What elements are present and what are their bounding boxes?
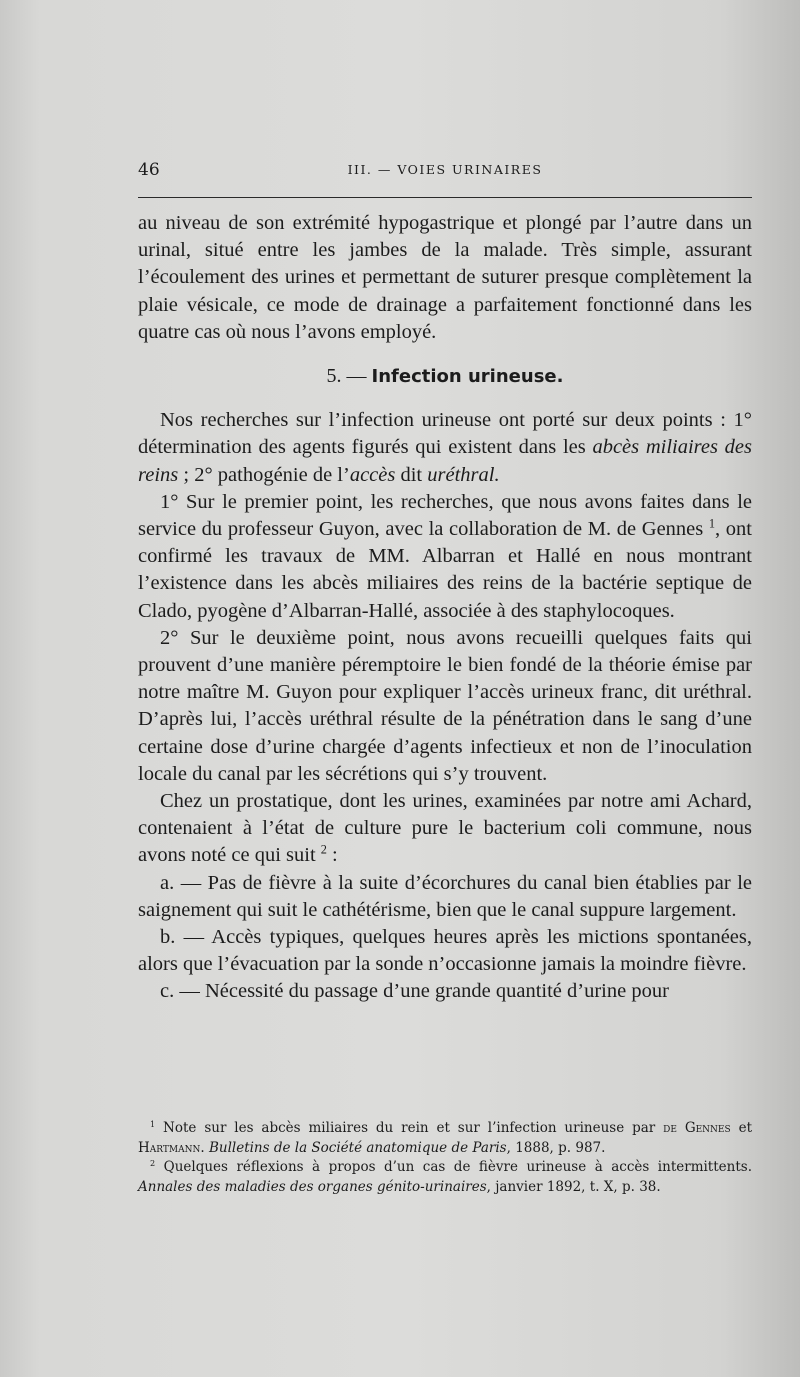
emphasis: uréthral. — [427, 463, 500, 486]
paragraph: 1° Sur le premier point, les recherches, que nous avons faites dans le service du professeur Guyon, avec la collaboration de M. de Gennes $^1$, ont confirmé les travaux de MM. Albarran et Hallé en nous montrant l’existence dans les abcès miliaires des reins de la bactérie septique de Clado, pyogène d’Albarran-Hallé, associée à des staphylocoques. — [138, 490, 753, 622]
footnote-ref: 2 — [320, 843, 327, 858]
main-text — [138, 210, 752, 1006]
journal-title: Bulletins de la Société anatomique de Paris — [208, 1139, 507, 1156]
section-title: Infection urineuse. — [371, 366, 564, 388]
list-item: a. — Pas de fièvre à la suite d’écorchures du canal bien établies par le saignement qui suit le cathétérisme, bien que le canal suppure largement. — [138, 871, 752, 921]
paragraph: au niveau de son extrémité hypogastrique et plongé par l’autre dans un urinal, situé entre les jambes de la malade. Très simple, assurant l’écoulement des urines et permettant de suturer presque complètement la plaie vésicale, ce mode de drainage a parfaitement fonctionné dans les quatre cas où nous l’avons employé. — [138, 212, 752, 343]
page-header — [138, 160, 752, 182]
paragraph: 2° Sur le deuxième point, nous avons recueilli quelques faits qui prouvent d’une manière péremptoire le bien fondé de la théorie émise par notre maître M. Guyon pour expliquer l’accès urineux franc, dit uréthral. D’après lui, l’accès uréthral résulte de la pénétration dans le sang d’une certaine dose d’urine chargée d’agents infectieux et non de l’inoculation locale du canal par les sécrétions qui s’y trouvent. — [138, 626, 752, 785]
journal-title: Annales des maladies des organes génito-urinaires — [138, 1178, 487, 1195]
list-item: b. — Accès typiques, quelques heures après les mictions spontanées, alors que l’évacuation par la sonde n’occasionne jamais la moindre fièvre. — [138, 926, 752, 976]
footnote-ref: 1 — [708, 516, 716, 531]
list-item: c. — Nécessité du passage d’une grande quantité d’urine pour — [160, 980, 669, 1003]
footnote-number: 2 — [150, 1158, 156, 1169]
header-rule — [138, 197, 752, 198]
paragraph: Chez un prostatique, dont les urines, examinées par notre ami Achard, contenaient à l’état de culture pure le bacterium coli commune, nous avons noté ce qui suit $^2$ : — [138, 790, 752, 867]
section-heading — [138, 363, 752, 390]
paragraph: Nos recherches sur l’infection urineuse ont porté sur deux points : 1° détermination des agents figurés qui existent dans les abcès miliaires des reins ; 2° pathogénie de l’accès dit uréthral. — [138, 409, 753, 486]
running-title: III. — VOIES URINAIRES — [347, 162, 543, 177]
author-name: Hartmann — [138, 1139, 201, 1156]
footnotes — [138, 1119, 752, 1197]
page-number: 46 — [138, 160, 160, 180]
emphasis: accès — [349, 463, 396, 486]
footnote-number: 1 — [150, 1119, 156, 1130]
emphasis: abcès miliaires des reins — [138, 436, 753, 486]
footnote: $^1$ Note sur les abcès miliaires du rein et sur l’infection urineuse par de Gennes et Hartmann. Bulletins de la Société anatomique de Paris, 1888, p. 987. — [138, 1119, 752, 1156]
author-name: de Gennes — [663, 1120, 731, 1136]
section-number: 5. — — [326, 365, 367, 388]
footnote: $^2$ Quelques réflexions à propos d’un cas de fièvre urineuse à accès intermittents. Annales des maladies des organes génito-urinaires, janvier 1892, t. X, p. 38. — [138, 1158, 752, 1195]
